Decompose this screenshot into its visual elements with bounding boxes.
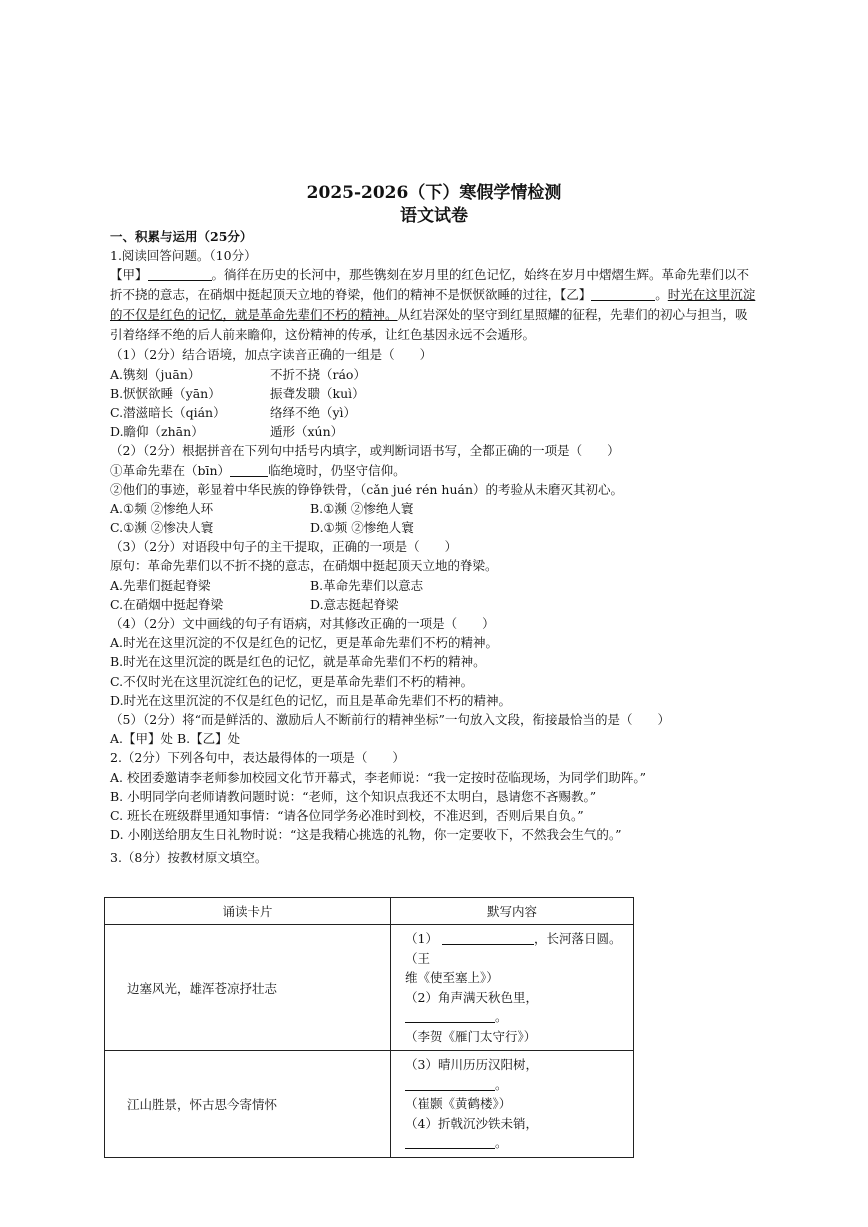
q1-5-stem: （5）（2分）将“而是鲜活的、激励后人不断前行的精神坐标”一句放入文段，衔接最恰当的是（ ） [110, 711, 670, 727]
card-cell: 江山胜景，怀古思今寄情怀 [105, 1051, 391, 1158]
section-title: 一、积累与运用（25分） [110, 229, 253, 244]
q1-4-option-d: D.时光在这里沉淀的不仅是红色的记忆，而且是革命先辈们不朽的精神。 [110, 692, 512, 708]
q1-1-option-c: C.潜滋暗长（qián） 络绎不绝（yì） [110, 404, 357, 420]
card-cell: 边塞风光，雄浑苍凉抒壮志 [105, 925, 391, 1051]
table-header-card: 诵读卡片 [105, 898, 391, 925]
q1-2-sentence-2: ②他们的事迹，彰显着中华民族的铮铮铁骨，（cǎn jué rén huán）的考验从未磨灭其初心。 [110, 481, 624, 497]
fill-cell: （3）晴川历历汉阳树，。 （崔颢《黄鹤楼》） （4）折戟沉沙铁未销，。 [391, 1051, 634, 1158]
q1-2-options-ab: A.①频 ②惨绝人环 B.①濒 ②惨绝人寰 [110, 500, 414, 516]
q1-1-option-d: D.瞻仰（zhān） 遁形（xún） [110, 424, 344, 440]
q1-4-stem: （4）（2分）文中画线的句子有语病，对其修改正确的一项是（ ） [110, 616, 495, 631]
blank-3[interactable] [405, 1077, 495, 1091]
q1-1-option-b: B.恹恹欲睡（yān） 振聋发聩（kuì） [110, 385, 365, 401]
exam-subtitle: 语文试卷 [400, 206, 468, 226]
q1-3-stem: （3）（2分）对语段中句子的主干提取，正确的一项是（ ） [110, 539, 458, 555]
q2-option-b: B. 小明同学向老师请教问题时说：“老师，这个知识点我还不太明白，恳请您不吝赐教。” [110, 788, 597, 804]
q1-3-original: 原句：革命先辈们以不折不挠的意志，在硝烟中挺起顶天立地的脊梁。 [110, 558, 498, 574]
q1-1-stem: （1）（2分）结合语境，加点字读音正确的一组是（ ） [110, 347, 433, 363]
q1-3-options-cd: C.在硝烟中挺起脊梁 D.意志挺起脊梁 [110, 596, 399, 612]
fill-cell: （1） ，长河落日圆。（王 维《使至塞上》） （2）角声满天秋色里，。 （李贺《雁门太守行》） [391, 925, 634, 1051]
q1-3-options-ab: A.先辈们挺起脊梁 B.革命先辈们以意志 [110, 577, 424, 593]
question-1-title: 1.阅读回答问题。（10分） [110, 248, 257, 264]
passage-part-5: 从红岩深处的坚守到红星照耀的征程，先辈们的初心与担当，吸引着络绎不绝的后人前来瞻仰，这份精神的传承，让红色基因永远不会遁形。 [110, 307, 748, 343]
reading-passage [110, 265, 760, 345]
blank-yi[interactable] [591, 287, 655, 301]
table-row [105, 925, 634, 1051]
q1-4-option-c: C.不仅时光在这里沉淀红色的记忆，更是革命先辈们不朽的精神。 [110, 673, 474, 689]
blank-1[interactable] [442, 931, 534, 945]
q1-2-options-cd: C.①濒 ②惨决人寰 D.①频 ②惨绝人寰 [110, 520, 414, 536]
blank-jia[interactable] [148, 267, 212, 281]
table-header-row [105, 898, 634, 925]
blank-4[interactable] [405, 1135, 495, 1149]
blank-2[interactable] [405, 1009, 495, 1023]
exam-title: 2025-2026（下）寒假学情检测 [306, 183, 562, 203]
blank-bin[interactable] [230, 463, 268, 477]
passage-part-1: 【甲】 [110, 267, 148, 283]
q2-option-a: A. 校团委邀请李老师参加校园文化节开幕式，李老师说：“我一定按时莅临现场，为同学们助阵。” [110, 769, 647, 785]
q1-2-sentence-1: ①革命先辈在（bīn） 临绝境时，仍坚守信仰。 [110, 462, 406, 478]
q1-4-option-a: A.时光在这里沉淀的不仅是红色的记忆，更是革命先辈们不朽的精神。 [110, 635, 499, 651]
underlined-sentence: 时光在这里沉淀的不仅是红色的记忆，就是革命先辈们不朽的精神。 [110, 287, 756, 323]
q1-2-stem: （2）（2分）根据拼音在下列句中括号内填字，或判断词语书写，全都正确的一项是（ ） [110, 443, 620, 459]
q2-option-c: C. 班长在班级群里通知事情：“请各位同学务必准时到校，不准迟到，否则后果自负。” [110, 807, 584, 823]
passage-part-2: 。徜徉在历史的长河中，那些镌刻在岁月里的红色记忆，始终在岁月中熠熠生辉。革命先辈们以不折不挠的意志，在硝烟中挺起顶天立地的脊梁，他们的精神不是恹恹欲睡的过往，【乙】 [110, 267, 750, 303]
table-header-content: 默写内容 [391, 898, 634, 925]
q3-stem: 3.（8分）按教材原文填空。 [110, 850, 268, 866]
recitation-table [104, 897, 634, 1158]
q1-1-option-a: A.镌刻（juān） 不折不挠（ráo） [110, 366, 366, 382]
passage-part-3: 。 [655, 287, 668, 303]
q1-5-options: A.【甲】处 B.【乙】处 [110, 731, 241, 747]
table-row [105, 1051, 634, 1158]
exam-content [110, 227, 760, 867]
q2-option-d: D. 小刚送给朋友生日礼物时说：“这是我精心挑选的礼物，你一定要收下，不然我会生气的。” [110, 827, 622, 843]
q2-stem: 2.（2分）下列各句中，表达最得体的一项是（ ） [110, 750, 405, 766]
q1-4-option-b: B.时光在这里沉淀的既是红色的记忆，就是革命先辈们不朽的精神。 [110, 654, 486, 670]
